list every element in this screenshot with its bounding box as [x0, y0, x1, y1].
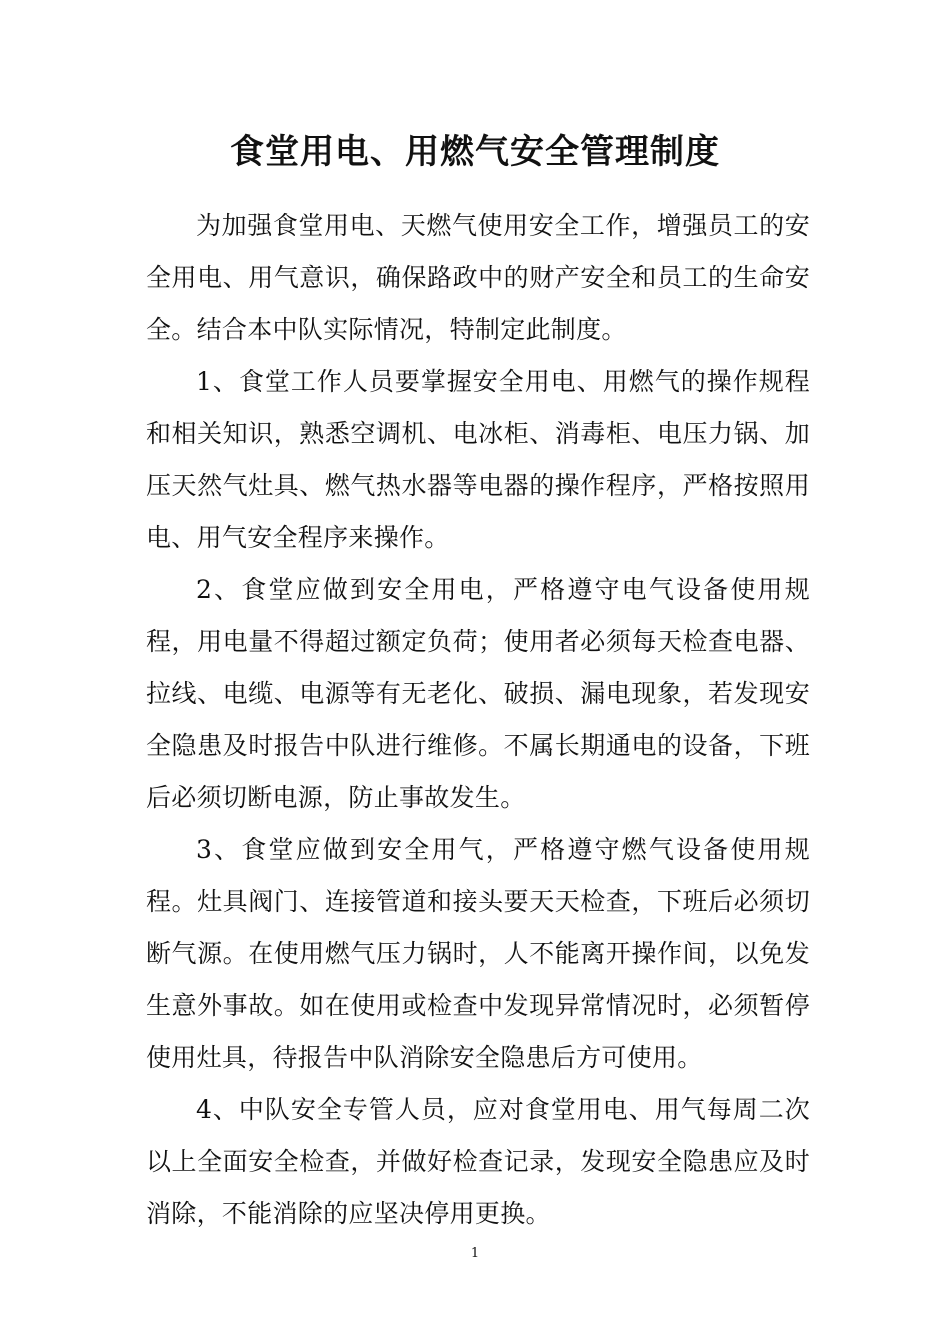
document-title: 食堂用电、用燃气安全管理制度 — [230, 132, 720, 172]
rule-paragraph-1: 1、食堂工作人员要掌握安全用电、用燃气的操作规程和相关知识，熟悉空调机、电冰柜、消毒柜、电压力锅、加压天然气灶具、燃气热水器等电器的操作程序，严格按照用电、用气安全程序来操作。 — [146, 367, 810, 552]
rule-paragraph-2: 2、食堂应做到安全用电，严格遵守电气设备使用规程，用电量不得超过额定负荷；使用者必须每天检查电器、拉线、电缆、电源等有无老化、破损、漏电现象，若发现安全隐患及时报告中队进行维修。不属长期通电的设备，下班后必须切断电源，防止事故发生。 — [146, 575, 810, 812]
page-number: 1 — [470, 1246, 480, 1261]
intro-paragraph: 为加强食堂用电、天燃气使用安全工作，增强员工的安全用电、用气意识，确保路政中的财产安全和员工的生命安全。结合本中队实际情况，特制定此制度。 — [146, 211, 810, 344]
document-body — [146, 200, 810, 1240]
rule-paragraph-3: 3、食堂应做到安全用气，严格遵守燃气设备使用规程。灶具阀门、连接管道和接头要天天检查，下班后必须切断气源。在使用燃气压力锅时，人不能离开操作间，以免发生意外事故。如在使用或检查中发现异常情况时，必须暂停使用灶具，待报告中队消除安全隐患后方可使用。 — [146, 835, 810, 1072]
rule-paragraph-4: 4、中队安全专管人员，应对食堂用电、用气每周二次以上全面安全检查，并做好检查记录，发现安全隐患应及时消除，不能消除的应坚决停用更换。 — [146, 1095, 810, 1228]
